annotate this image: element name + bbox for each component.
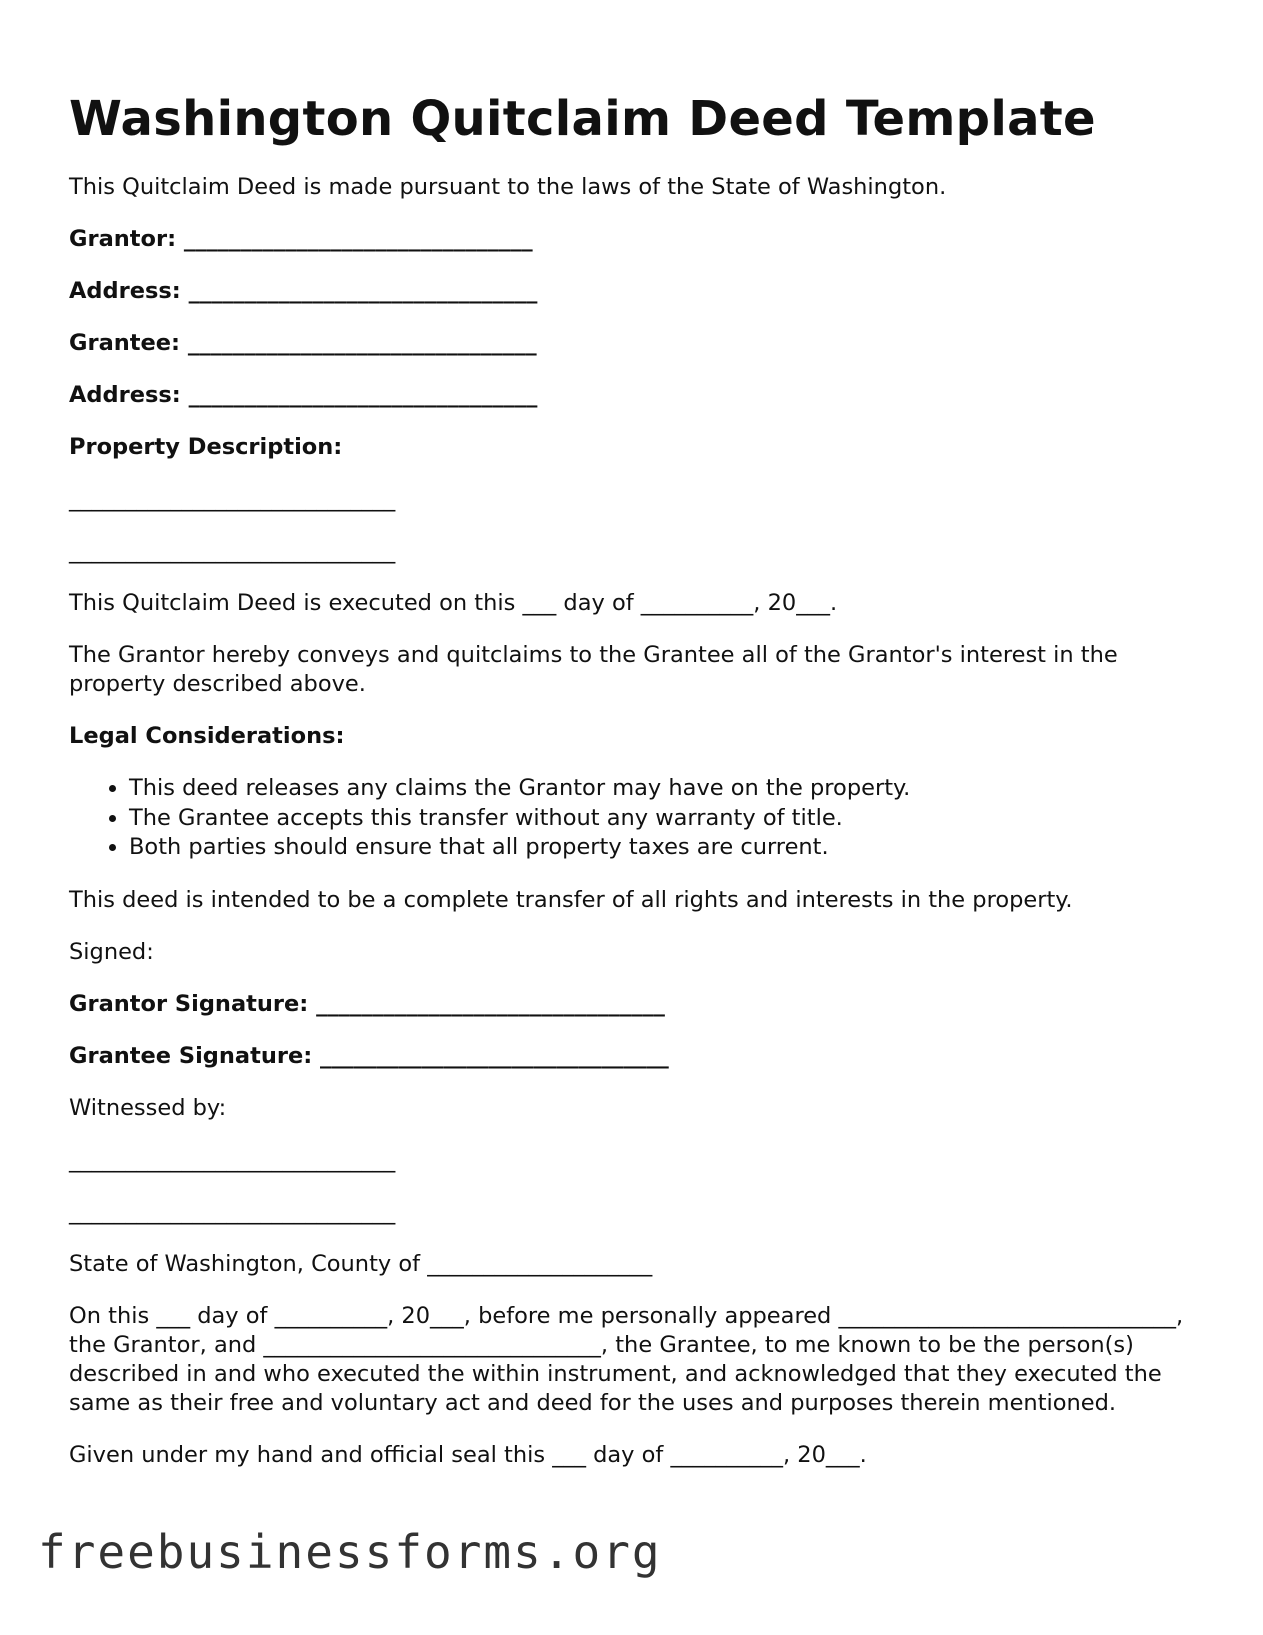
witness-line-1: _____________________________ [69,1146,396,1173]
property-line-1: _____________________________ [69,486,396,512]
grantee-signature-field: Grantee Signature: _______________________________ [69,1042,669,1069]
acknowledgment-text: On this ___ day of __________, 20___, before me personally appeared ______________________________, the Grantor, and ______________________________, the Grantee, to me known to be the person(s) described in and who executed the within instrument, and acknowledged that they executed the same as their free and voluntary act and deed for the uses and purposes therein mentioned. [69,1302,1184,1416]
grantor-field: Grantor: _______________________________ [69,226,533,252]
signed-label: Signed: [69,938,154,965]
witnessed-label: Witnessed by: [69,1094,227,1121]
page-title: Washington Quitclaim Deed Template [69,91,1096,147]
deed-document [69,86,1199,1470]
watermark-logo: freebusinessforms.org [38,1525,662,1579]
conveyance-text: The Grantor hereby conveys and quitclaims to the Grantee all of the Grantor's interest in the property described above. [69,642,1118,697]
intro-text: This Quitclaim Deed is made pursuant to the laws of the State of Washington. [69,174,947,200]
executed-date-text: This Quitclaim Deed is executed on this ___ day of __________, 20___. [69,590,838,616]
legal-considerations-list [69,774,1199,863]
complete-transfer-text: This deed is intended to be a complete transfer of all rights and interests in the property. [69,886,1073,913]
list-item: • This deed releases any claims the Grantor may have on the property. [129,774,1199,804]
grantor-address-field: Address: _______________________________ [69,278,538,304]
list-item: • The Grantee accepts this transfer without any warranty of title. [129,804,1199,834]
property-line-2: _____________________________ [69,538,396,564]
list-item: • Both parties should ensure that all property taxes are current. [129,833,1199,863]
grantor-signature-field: Grantor Signature: _______________________________ [69,990,665,1017]
grantee-field: Grantee: _______________________________ [69,330,537,356]
given-under-seal-text: Given under my hand and official seal this ___ day of __________, 20___. [69,1441,867,1468]
legal-considerations-heading: Legal Considerations: [69,723,345,749]
witness-line-2: _____________________________ [69,1198,396,1225]
county-text: State of Washington, County of ____________________ [69,1250,653,1277]
grantee-address-field: Address: _______________________________ [69,382,538,408]
property-description-heading: Property Description: [69,434,343,460]
